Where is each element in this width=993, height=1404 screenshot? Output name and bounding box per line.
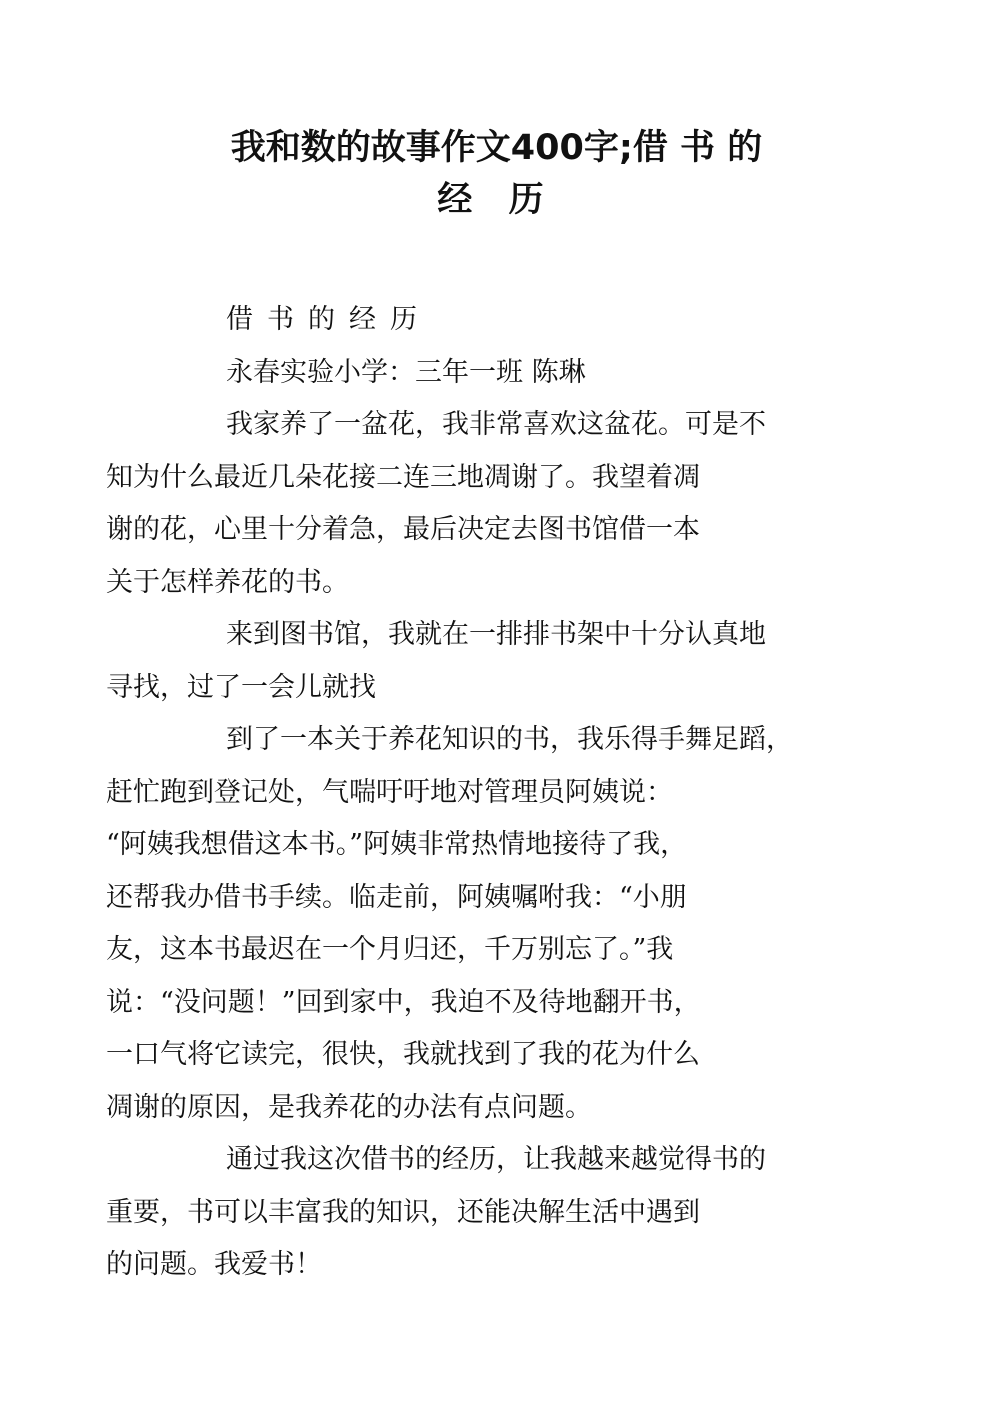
paragraph-line: “阿姨我想借这本书。”阿姨非常热情地接待了我， (106, 829, 688, 860)
paragraph-line: 通过我这次借书的经历，让我越来越觉得书的 (226, 1144, 766, 1175)
paragraph-line: 重要，书可以丰富我的知识，还能决解生活中遇到 (106, 1196, 700, 1228)
paragraph-line: 我家养了一盆花，我非常喜欢这盆花。可是不 (226, 409, 766, 440)
essay-subtitle: 借书的经历 (226, 304, 431, 335)
paragraph-1 (106, 399, 838, 609)
paragraph-4 (106, 1134, 838, 1292)
paragraph-line: 的问题。我爱书！ (106, 1249, 322, 1280)
document-title-line-2: 经 历 (437, 180, 556, 220)
paragraph-line: 到了一本关于养花知识的书，我乐得手舞足蹈， (226, 724, 793, 755)
essay-author: 永春实验小学：三年一班 陈琳 (226, 356, 586, 388)
paragraph-line: 还帮我办借书手续。临走前，阿姨嘱咐我：“小朋 (106, 881, 687, 913)
paragraph-line: 寻找，过了一会儿就找 (106, 671, 376, 703)
paragraph-line: 友，这本书最迟在一个月归还，千万别忘了。”我 (106, 934, 674, 965)
paragraph-3 (106, 714, 838, 1134)
paragraph-line: 说：“没问题！”回到家中，我迫不及待地翻开书， (106, 986, 701, 1018)
paragraph-line: 来到图书馆，我就在一排排书架中十分认真地 (226, 619, 766, 650)
paragraph-line: 凋谢的原因，是我养花的办法有点问题。 (106, 1091, 592, 1123)
document-title-line-1: 我和数的故事作文400字;借 书 的 (230, 128, 763, 168)
paragraph-line: 一口气将它读完，很快，我就找到了我的花为什么 (106, 1039, 700, 1070)
paragraph-2 (106, 609, 838, 714)
paragraph-line: 谢的花，心里十分着急，最后决定去图书馆借一本 (106, 514, 700, 545)
paragraph-line: 赶忙跑到登记处，气喘吁吁地对管理员阿姨说： (106, 776, 673, 808)
paragraph-line: 知为什么最近几朵花接二连三地凋谢了。我望着凋 (106, 461, 700, 493)
document-body (106, 294, 838, 1292)
paragraph-line: 关于怎样养花的书。 (106, 566, 349, 598)
